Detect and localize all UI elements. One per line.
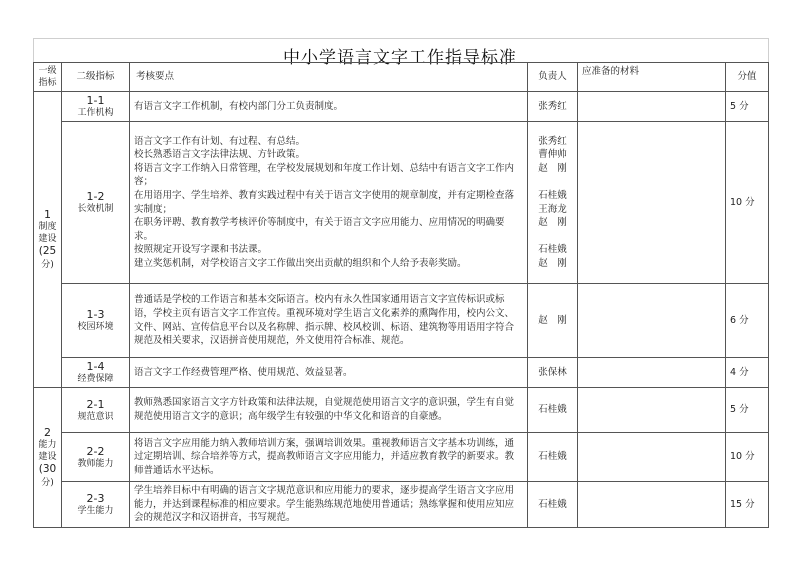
header-responsible: 负责人 [528, 63, 578, 92]
level2-cell: 1-2 长效机制 [62, 122, 130, 284]
responsible-cell: 赵 刚 [528, 284, 578, 358]
responsible-cell: 石桂娥 [528, 388, 578, 433]
materials-cell [578, 122, 726, 284]
score-cell: 10 分 [726, 122, 769, 284]
level2-cell: 2-2 教师能力 [62, 433, 130, 482]
score-cell: 15 分 [726, 482, 769, 528]
level2-cell: 1-3 校园环境 [62, 284, 130, 358]
materials-cell [578, 433, 726, 482]
table-row [34, 388, 769, 433]
points-cell: 有语言文字工作机制，有校内部门分工负责制度。 [130, 92, 528, 122]
level2-cell: 2-1 规范意识 [62, 388, 130, 433]
header-level1: 一级 指标 [34, 63, 62, 92]
points-cell: 学生培养目标中有明确的语言文字规范意识和应用能力的要求，逐步提高学生语言文字应用能力，并达到课程标准的相应要求。学生能熟练规范地使用普通话；熟练掌握和使用应知应会的规范汉字和汉语拼音，书写规范。 [130, 482, 528, 528]
level2-cell: 1-4 经费保障 [62, 358, 130, 388]
materials-cell [578, 388, 726, 433]
table-row [34, 358, 769, 388]
standards-table [33, 62, 769, 528]
level1-capacity-building: 2 能力 建设 (30 分) [34, 388, 62, 528]
materials-cell [578, 92, 726, 122]
responsible-cell: 张保林 [528, 358, 578, 388]
score-cell: 5 分 [726, 388, 769, 433]
score-cell: 5 分 [726, 92, 769, 122]
table-row [34, 92, 769, 122]
header-score: 分值 [726, 63, 769, 92]
responsible-cell: 石桂娥 [528, 433, 578, 482]
level2-cell: 1-1 工作机构 [62, 92, 130, 122]
header-level2: 二级指标 [62, 63, 130, 92]
header-row [34, 63, 769, 92]
score-cell: 10 分 [726, 433, 769, 482]
table-row [34, 284, 769, 358]
table-row [34, 482, 769, 528]
responsible-cell: 张秀红 曹伸帅 赵 刚 石桂娥 王海龙 赵 刚 石桂娥 赵 刚 [528, 122, 578, 284]
level1-system-building: 1 制度 建设 (25 分) [34, 92, 62, 388]
materials-cell [578, 284, 726, 358]
responsible-cell: 石桂娥 [528, 482, 578, 528]
level2-cell: 2-3 学生能力 [62, 482, 130, 528]
responsible-cell: 张秀红 [528, 92, 578, 122]
header-points: 考核要点 [130, 63, 528, 92]
document-title: 中小学语言文字工作指导标准 [283, 48, 517, 68]
materials-cell [578, 358, 726, 388]
points-cell: 将语言文字应用能力纳入教师培训方案，强调培训效果。重视教师语言文字基本功训练，通过定期培训、综合培养等方式，提高教师语言文字应用能力，并适应教育教学的新要求。教师普通话水平达标。 [130, 433, 528, 482]
points-cell: 教师熟悉国家语言文字方针政策和法律法规，自觉规范使用语言文字的意识强，学生有自觉规范使用语言文字的意识；高年级学生有较强的中华文化和语音的自豪感。 [130, 388, 528, 433]
points-cell: 语言文字工作经费管理严格、使用规范、效益显著。 [130, 358, 528, 388]
points-cell: 普通话是学校的工作语言和基本交际语言。校内有永久性国家通用语言文字宣传标识或标语，学校主页有语言文字工作宣传。重视环境对学生语言文化素养的熏陶作用，校内公文、文件、网站、宣传信息平台以及名称牌、指示牌、校风校训、标语、建筑物等用语用字符合规范及相关要求，汉语拼音使用规范，外文使用符合标准、规范。 [130, 284, 528, 358]
table-row [34, 122, 769, 284]
materials-cell [578, 482, 726, 528]
score-cell: 6 分 [726, 284, 769, 358]
table-row [34, 433, 769, 482]
score-cell: 4 分 [726, 358, 769, 388]
header-materials: 应准备的材料 [578, 63, 726, 92]
points-cell: 语言文字工作有计划、有过程、有总结。 校长熟悉语言文字法律法规、方针政策。 将语言文字工作纳入日常管理，在学校发展规划和年度工作计划、总结中有语言文字工作内容； 在用语用字、学生培养、教育实践过程中有关于语言文字使用的规章制度，并有定期检查落实制度； 在职务评聘、教育教学考核评价等制度中，有关于语言文字应用能力、应用情况的明确要求。 按照规定开设写字课和书法课。 建立奖惩机制，对学校语言文字工作做出突出贡献的组织和个人给予表彰奖励。 [130, 122, 528, 284]
